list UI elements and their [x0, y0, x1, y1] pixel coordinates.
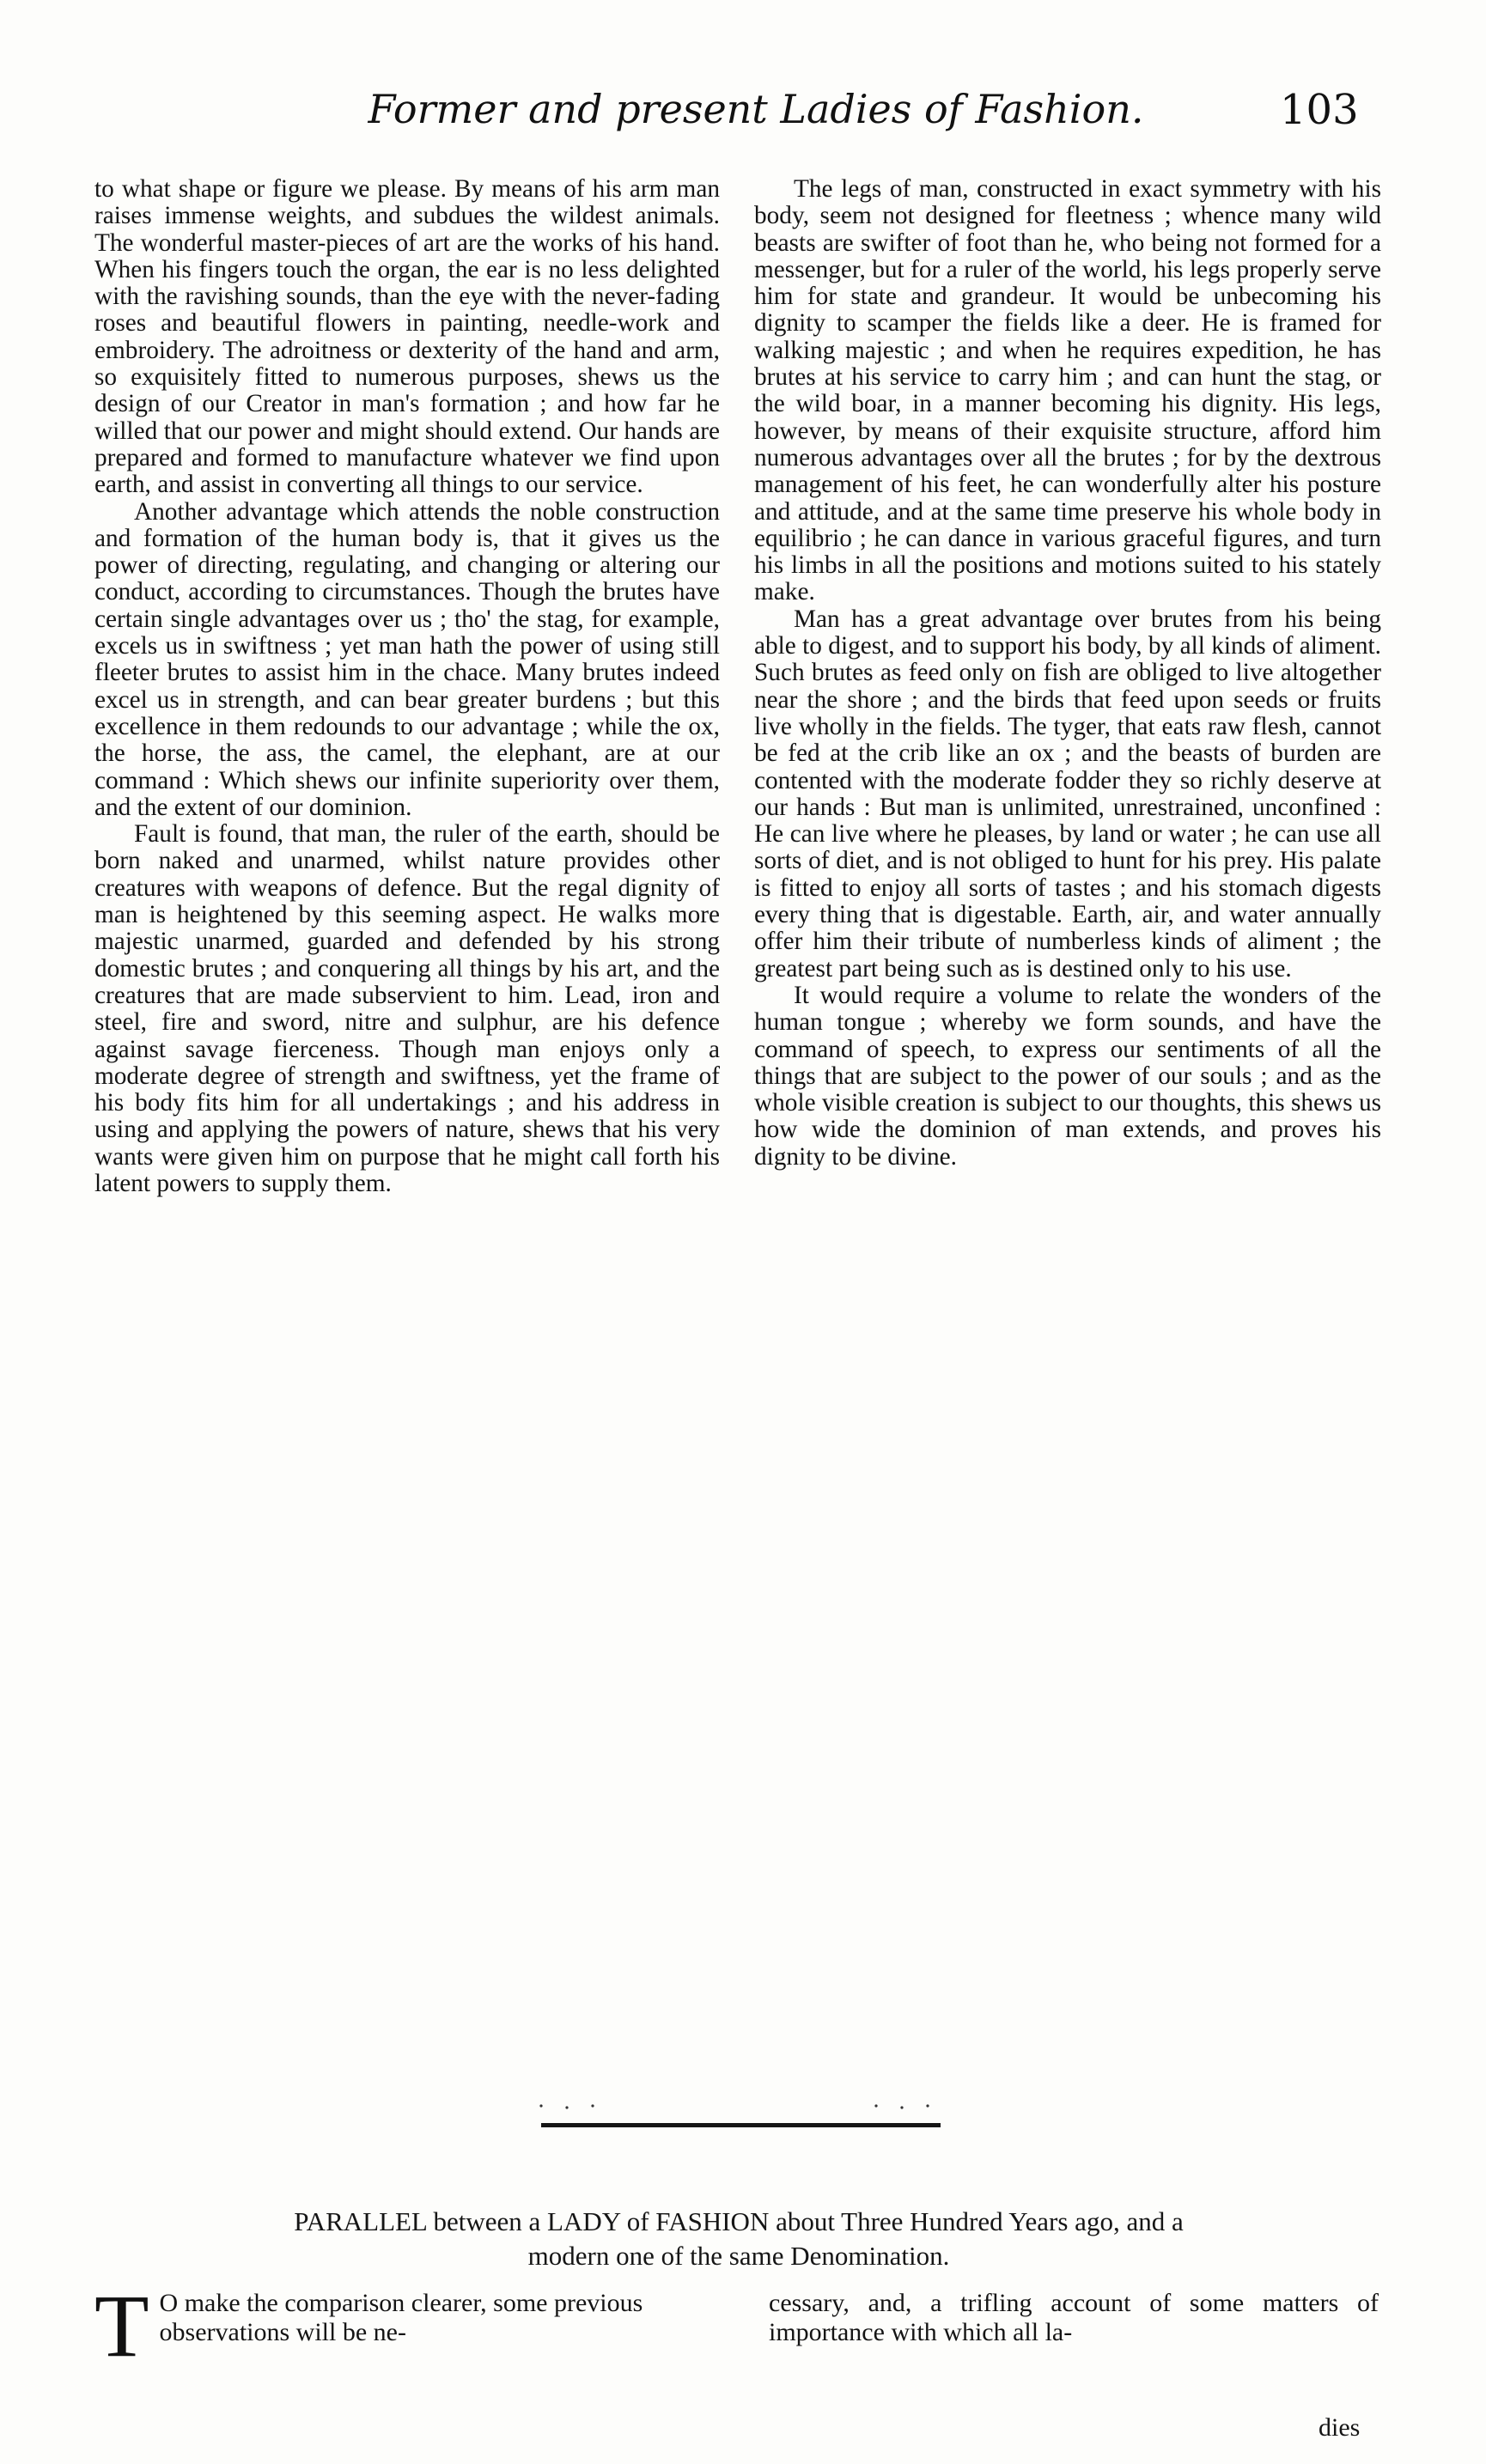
left-column — [94, 176, 720, 1197]
paragraph: Another advantage which attends the noble construction and formation of the human body is, that it gives us the power of directing, regulating, and changing or altering our conduct, according to circumstances. Though the brutes have certain single advantages over us ; tho' the stag, for example, excels us in swiftness ; yet man hath the power of using still fleeter brutes to assist him in the chace. Many brutes indeed excel us in strength, and can bear greater burdens ; but this excellence in them redounds to our advantage ; while the ox, the horse, the ass, the camel, the elephant, are at our command : Which shews our infinite superiority over them, and the extent of our dominion. — [94, 497, 720, 821]
section-title-line: modern one of the same Denomination. — [527, 2241, 950, 2271]
page-number: 103 — [1280, 86, 1359, 134]
section-title-line: PARALLEL between a LADY of FASHION about Three Hundred Years ago, and a — [294, 2206, 1184, 2236]
paragraph: Man has a great advantage over brutes from his being able to digest, and to support his body, by all kinds of aliment. Such brutes as feed only on fish are obliged to live altogether near the shore ; and the birds that feed upon seeds or fruits live wholly in the fields. The tyger, that eats raw flesh, cannot be fed at the crib like an ox ; and the beasts of burden are contented with the moderate fodder they so richly deserve at our hands : But man is unlimited, unrestrained, unconfined : He can live where he pleases, by land or water ; he can use all sorts of diet, and is not obliged to hunt for his prey. His palate is fitted to enjoy all sorts of tastes ; and his stomach digests every thing that is digestable. Earth, air, and water annually offer him their tribute of numberless kinds of aliment ; the greatest part being such as is destined only to his use. — [754, 605, 1381, 983]
paragraph: Fault is found, that man, the ruler of the earth, should be born naked and unarmed, whilst nature provides other creatures with weapons of defence. But the regal dignity of man is heightened by this seeming aspect. He walks more majestic unarmed, guarded and defended by his strong domestic brutes ; and conquering all things by his art, and the creatures that are made subservient to him. Lead, iron and steel, fire and sword, nitre and sulphur, are his defence against savage fierceness. Though man enjoys only a moderate degree of strength and swiftness, yet the frame of his body fits him for all undertakings ; and his address in using and applying the powers of nature, shews that his very wants were given him on purpose that he might call forth his latent powers to supply them. — [94, 820, 720, 1197]
opening-text: O make the comparison clearer, some previous observations will be ne- — [159, 2289, 643, 2346]
section-title — [94, 2205, 1383, 2273]
opening-paragraph — [94, 2277, 730, 2376]
right-column — [754, 176, 1381, 1171]
drop-cap: T — [94, 2277, 149, 2376]
continuation-text: cessary, and, a trifling account of some matters of importance with which all la- — [769, 2289, 1379, 2346]
paragraph: It would require a volume to relate the wonders of the human tongue ; whereby we form sounds, and have the command of speech, to express our sentiments of all the things that are subject to the power of our souls ; and as the whole visible creation is subject to our thoughts, this shews us how wide the dominion of man extends, and proves his dignity to be divine. — [754, 981, 1381, 1171]
ornament-dots — [533, 2096, 945, 2113]
running-title: Former and present Ladies of Fashion. — [368, 86, 1144, 132]
paragraph: The legs of man, constructed in exact symmetry with his body, seem not designed for fleetness ; whence many wild beasts are swifter of foot than he, who being not formed for a messenger, but for a ruler of the world, his legs properly serve him for state and grandeur. It would be unbecoming his dignity to scamper the fields like a deer. He is framed for walking majestic ; and when he requires expedition, he has brutes at his service to carry him ; and can hunt the stag, or the wild boar, in a manner becoming his dignity. His legs, however, by means of their exquisite structure, afford him numerous advantages over all the brutes ; for by the dextrous management of his feet, he can wonderfully alter his posture and attitude, and at the same time preserve his whole body in equilibrio ; he can dance in various graceful figures, and turn his limbs in all the positions and motions suited to his stately make. — [754, 175, 1381, 606]
catchword: dies — [1319, 2413, 1361, 2442]
section-divider — [541, 2123, 941, 2127]
paragraph: to what shape or figure we please. By means of his arm man raises immense weights, and subdues the wildest animals. The wonderful master-pieces of art are the works of his hand. When his fingers touch the organ, the ear is no less delighted with the ravishing sounds, than the eye with the never-fading roses and beautiful flowers in painting, needle-work and embroidery. The adroitness or dexterity of the hand and arm, so exquisitely fitted to numerous purposes, shews us the design of our Creator in man's formation ; and how far he willed that our power and might should extend. Our hands are prepared and formed to manufacture whatever we find upon earth, and assist in converting all things to our service. — [94, 175, 720, 499]
